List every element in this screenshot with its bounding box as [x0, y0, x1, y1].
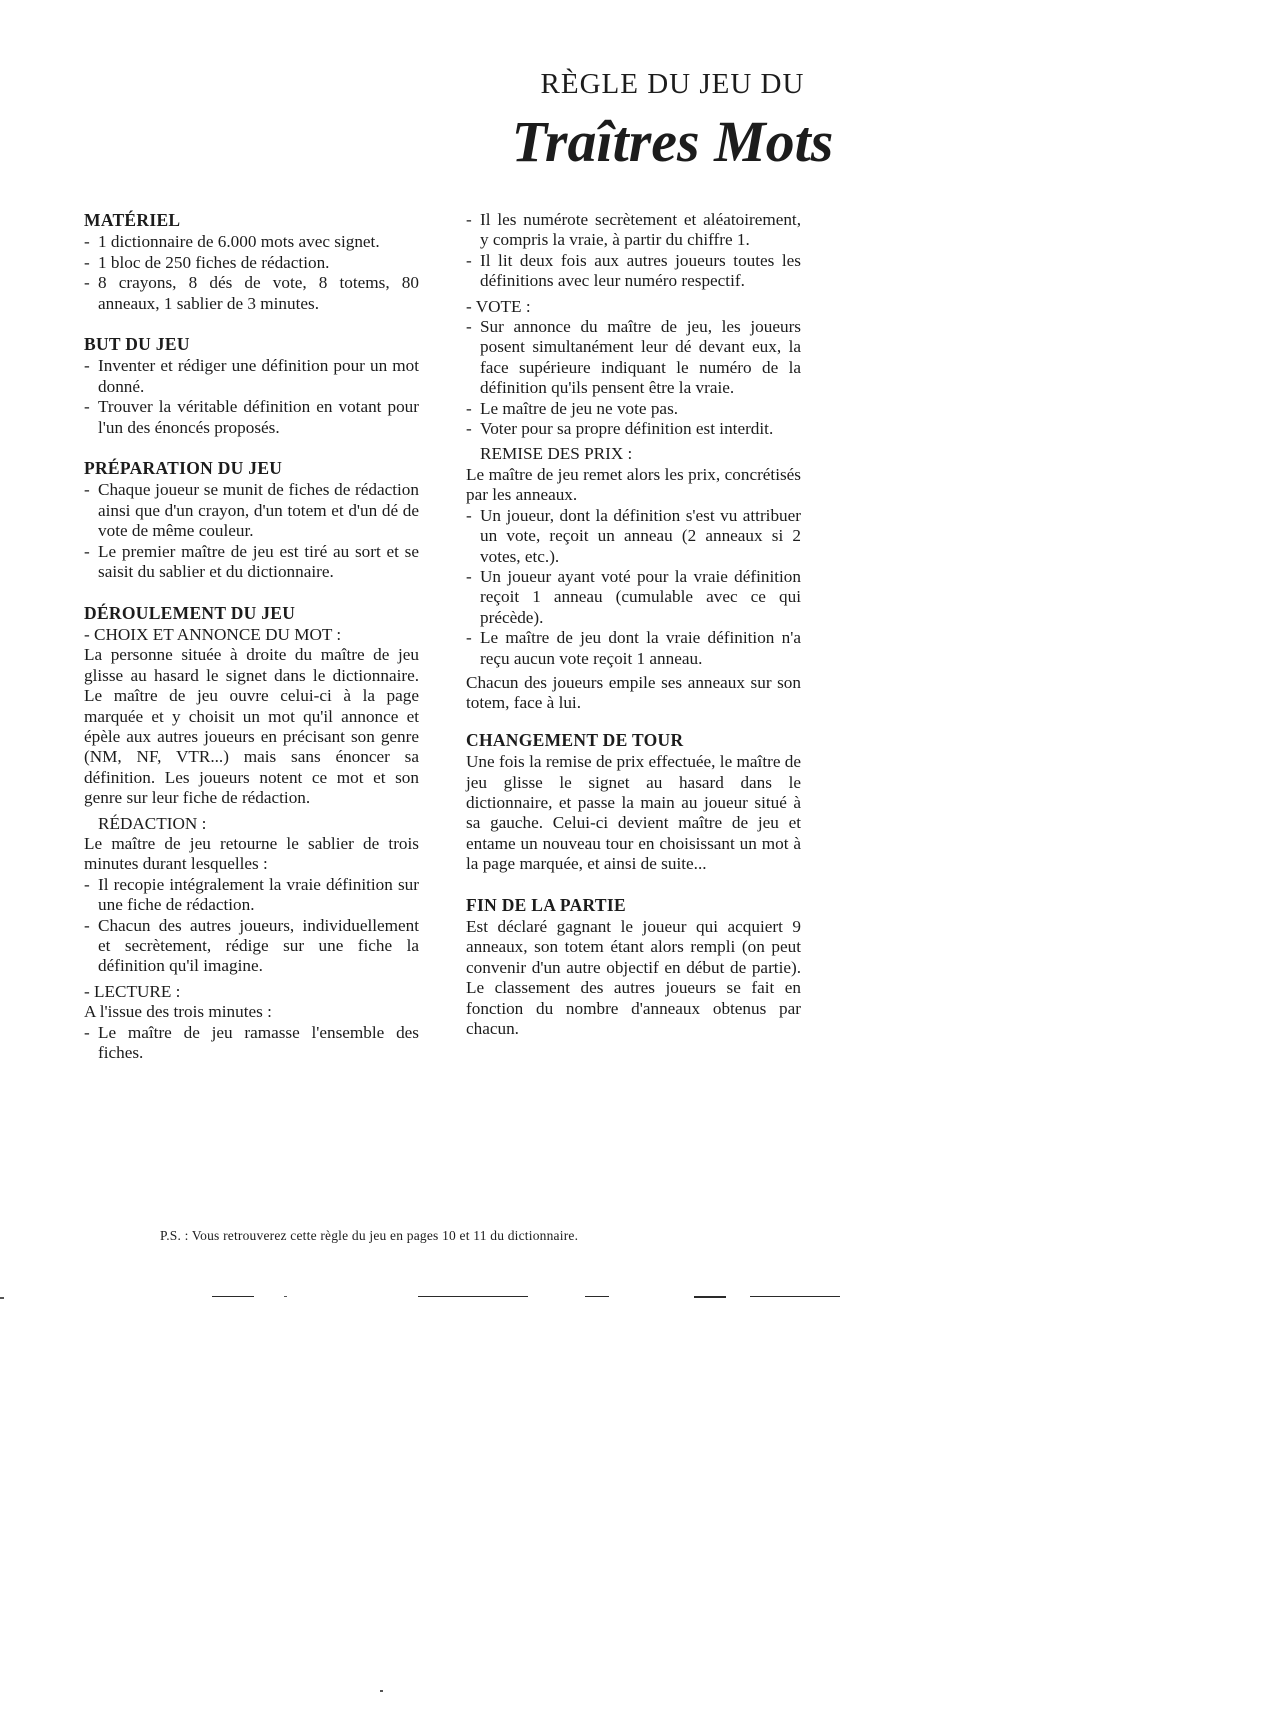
list-item: - Un joueur ayant voté pour la vraie définition reçoit 1 anneau (cumulable avec ce qui précède).	[466, 567, 801, 628]
section-fin	[466, 895, 801, 1040]
heading-deroulement: DÉROULEMENT DU JEU	[84, 602, 296, 623]
list-item: - Le maître de jeu ramasse l'ensemble des fiches.	[84, 1023, 419, 1064]
section-preparation	[84, 458, 419, 582]
list-preparation	[84, 480, 419, 582]
subheading-redaction: RÉDACTION :	[98, 813, 207, 833]
section-changement	[466, 730, 801, 875]
subheading-remise: REMISE DES PRIX :	[480, 444, 633, 464]
heading-but: BUT DU JEU	[84, 334, 190, 355]
right-column	[466, 210, 801, 1059]
list-item: - Il les numérote secrètement et aléatoirement, y compris la vraie, à partir du chiffre 1.	[466, 210, 801, 251]
section-materiel	[84, 210, 419, 314]
scan-line	[212, 1296, 254, 1297]
footnote: P.S. : Vous retrouverez cette règle du jeu en pages 10 et 11 du dictionnaire.	[160, 1228, 579, 1243]
list-materiel	[84, 232, 419, 314]
list-item: - Le premier maître de jeu est tiré au sort et se saisit du sablier et du dictionnaire.	[84, 542, 419, 583]
scan-dot	[380, 1690, 383, 1692]
list-lecture-right	[466, 210, 801, 292]
list-item: - Trouver la véritable définition en votant pour l'un des énoncés proposés.	[84, 397, 419, 438]
paragraph-lecture: A l'issue des trois minutes :	[84, 1002, 272, 1022]
list-item: - Un joueur, dont la définition s'est vu attribuer un vote, reçoit un anneau (2 anneaux si 2 votes, etc.).	[466, 506, 801, 567]
section-but	[84, 334, 419, 438]
heading-fin: FIN DE LA PARTIE	[466, 894, 626, 915]
section-deroulement	[84, 603, 419, 1064]
list-item: - Sur annonce du maître de jeu, les joueurs posent simultanément leur dé devant eux, la face supérieure indiquant le numéro de la définition qu'ils pensent être la vraie.	[466, 317, 801, 399]
scan-dot	[284, 1296, 287, 1297]
list-vote	[466, 317, 801, 439]
title-pre: RÈGLE DU JEU DU	[540, 68, 805, 100]
left-column	[84, 210, 419, 1083]
scan-line	[694, 1296, 726, 1298]
scan-dot	[0, 1297, 4, 1299]
paragraph-remise-closing: Chacun des joueurs empile ses anneaux sur son totem, face à lui.	[466, 672, 801, 713]
subheading-choix: - CHOIX ET ANNONCE DU MOT :	[84, 624, 342, 644]
list-item: - Le maître de jeu ne vote pas.	[466, 399, 801, 419]
paragraph-changement: Une fois la remise de prix effectuée, le maître de jeu glisse le signet au hasard dans le dictionnaire, et passe la main au joueur situé à sa gauche. Celui-ci devient maître de jeu et entame un nouveau tour en choisissant un mot à la page marquée, et ainsi de suite...	[466, 752, 801, 874]
section-lecture-continued	[466, 210, 801, 714]
title-main: Traîtres Mots	[511, 109, 834, 174]
list-item: - 1 bloc de 250 fiches de rédaction.	[84, 253, 419, 273]
list-item: - Il recopie intégralement la vraie définition sur une fiche de rédaction.	[84, 875, 419, 916]
list-lecture-left	[84, 1023, 419, 1064]
list-item: - 8 crayons, 8 dés de vote, 8 totems, 80 anneaux, 1 sablier de 3 minutes.	[84, 273, 419, 314]
subheading-lecture: - LECTURE :	[84, 981, 181, 1001]
list-redaction	[84, 875, 419, 977]
scan-line	[585, 1296, 609, 1297]
list-item: - Le maître de jeu dont la vraie définition n'a reçu aucun vote reçoit 1 anneau.	[466, 628, 801, 669]
paragraph-redaction: Le maître de jeu retourne le sablier de trois minutes durant lesquelles :	[84, 833, 419, 874]
paragraph-remise: Le maître de jeu remet alors les prix, concrétisés par les anneaux.	[466, 464, 801, 505]
scan-line	[418, 1296, 528, 1297]
heading-materiel: MATÉRIEL	[84, 210, 181, 230]
heading-preparation: PRÉPARATION DU JEU	[84, 458, 283, 479]
list-item: - Chacun des autres joueurs, individuellement et secrètement, rédige sur une fiche la définition qu'il imagine.	[84, 916, 419, 977]
list-but	[84, 356, 419, 438]
list-item: - Voter pour sa propre définition est interdit.	[466, 419, 801, 439]
list-item: - 1 dictionnaire de 6.000 mots avec signet.	[84, 232, 419, 252]
list-item: - Il lit deux fois aux autres joueurs toutes les définitions avec leur numéro respectif.	[466, 251, 801, 292]
scan-line	[750, 1296, 840, 1297]
paragraph-choix: La personne située à droite du maître de jeu glisse au hasard le signet dans le dictionnaire. Le maître de jeu ouvre celui-ci à la page marquée et y choisit un mot qu'il annonce et épèle aux autres joueurs en précisant son genre (NM, NF, VTR...) mais sans énoncer sa définition. Les joueurs notent ce mot et son genre sur leur fiche de rédaction.	[84, 645, 419, 808]
list-remise	[466, 506, 801, 669]
list-item: - Chaque joueur se munit de fiches de rédaction ainsi que d'un crayon, d'un totem et d'un dé de vote de même couleur.	[84, 480, 419, 541]
paragraph-fin: Est déclaré gagnant le joueur qui acquiert 9 anneaux, son totem étant alors rempli (on peut convenir d'un autre objectif en début de partie). Le classement des autres joueurs se fait en fonction du nombre d'anneaux obtenus par chacun.	[466, 917, 801, 1039]
list-item: - Inventer et rédiger une définition pour un mot donné.	[84, 356, 419, 397]
heading-changement: CHANGEMENT DE TOUR	[466, 729, 684, 750]
subheading-vote: - VOTE :	[466, 296, 531, 316]
